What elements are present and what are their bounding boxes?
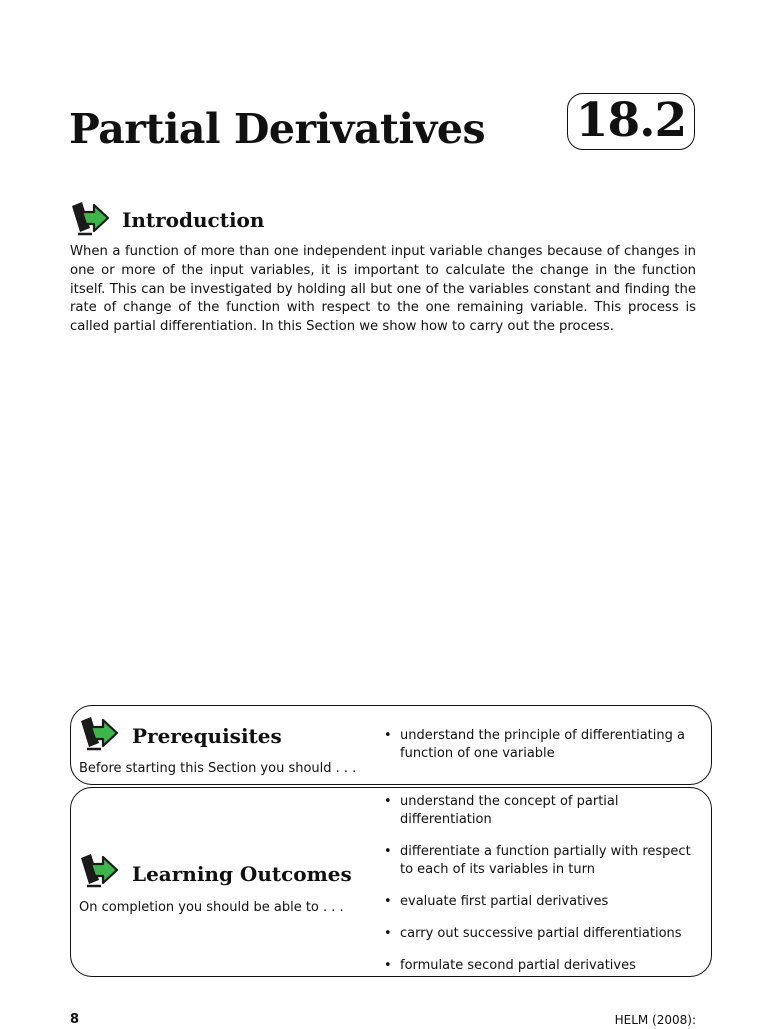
- prerequisites-subtext: Before starting this Section you should . . .: [79, 761, 357, 776]
- list-item: [384, 793, 694, 829]
- learning-outcomes-list: [384, 793, 694, 975]
- page-number: 8: [70, 1012, 80, 1027]
- learning-outcome-item-text: evaluate first partial derivatives: [400, 894, 609, 909]
- bullet-icon: •: [384, 958, 392, 973]
- introduction-text: When a function of more than one independent input variable changes because of changes in one or more of the input variables, it is important to calculate the change in the function itself. This can be investigated by holding all but one of the variables constant and finding the rate of change of the function with respect to the one remaining variable. This process is called partial differentiation. In this Section we show how to carry out the process.: [70, 244, 696, 335]
- bullet-icon: •: [384, 926, 392, 941]
- bullet-icon: •: [384, 794, 392, 809]
- learning-outcome-item-text: carry out successive partial differentiations: [400, 926, 682, 941]
- list-item: [384, 893, 694, 911]
- list-item: [384, 925, 694, 943]
- bullet-icon: •: [384, 728, 392, 743]
- pen-arrow-icon: [70, 200, 110, 240]
- list-item: [384, 957, 694, 975]
- learning-outcome-item-text: understand the concept of partial differentiation: [400, 794, 619, 827]
- list-item: [384, 727, 694, 763]
- section-number-badge: 18.2: [567, 93, 695, 150]
- learning-outcomes-box: [70, 787, 712, 977]
- bullet-icon: •: [384, 844, 392, 859]
- bullet-icon: •: [384, 894, 392, 909]
- learning-outcome-item-text: formulate second partial derivatives: [400, 958, 636, 973]
- introduction-heading: Introduction: [122, 208, 265, 232]
- prerequisites-heading: Prerequisites: [132, 724, 282, 748]
- learning-outcome-item-text: differentiate a function partially with respect to each of its variables in turn: [400, 844, 691, 877]
- pen-arrow-icon: [79, 852, 119, 892]
- section-title: Partial Derivatives: [69, 105, 486, 153]
- prerequisite-item-text: understand the principle of differentiating a function of one variable: [400, 728, 685, 761]
- list-item: [384, 843, 694, 879]
- prerequisites-box: [70, 705, 712, 785]
- pen-arrow-icon: [79, 715, 119, 755]
- prerequisites-list: [384, 727, 694, 763]
- learning-outcomes-subtext: On completion you should be able to . . .: [79, 900, 344, 915]
- learning-outcomes-heading: Learning Outcomes: [132, 862, 352, 886]
- footer-reference: HELM (2008):: [614, 1013, 696, 1027]
